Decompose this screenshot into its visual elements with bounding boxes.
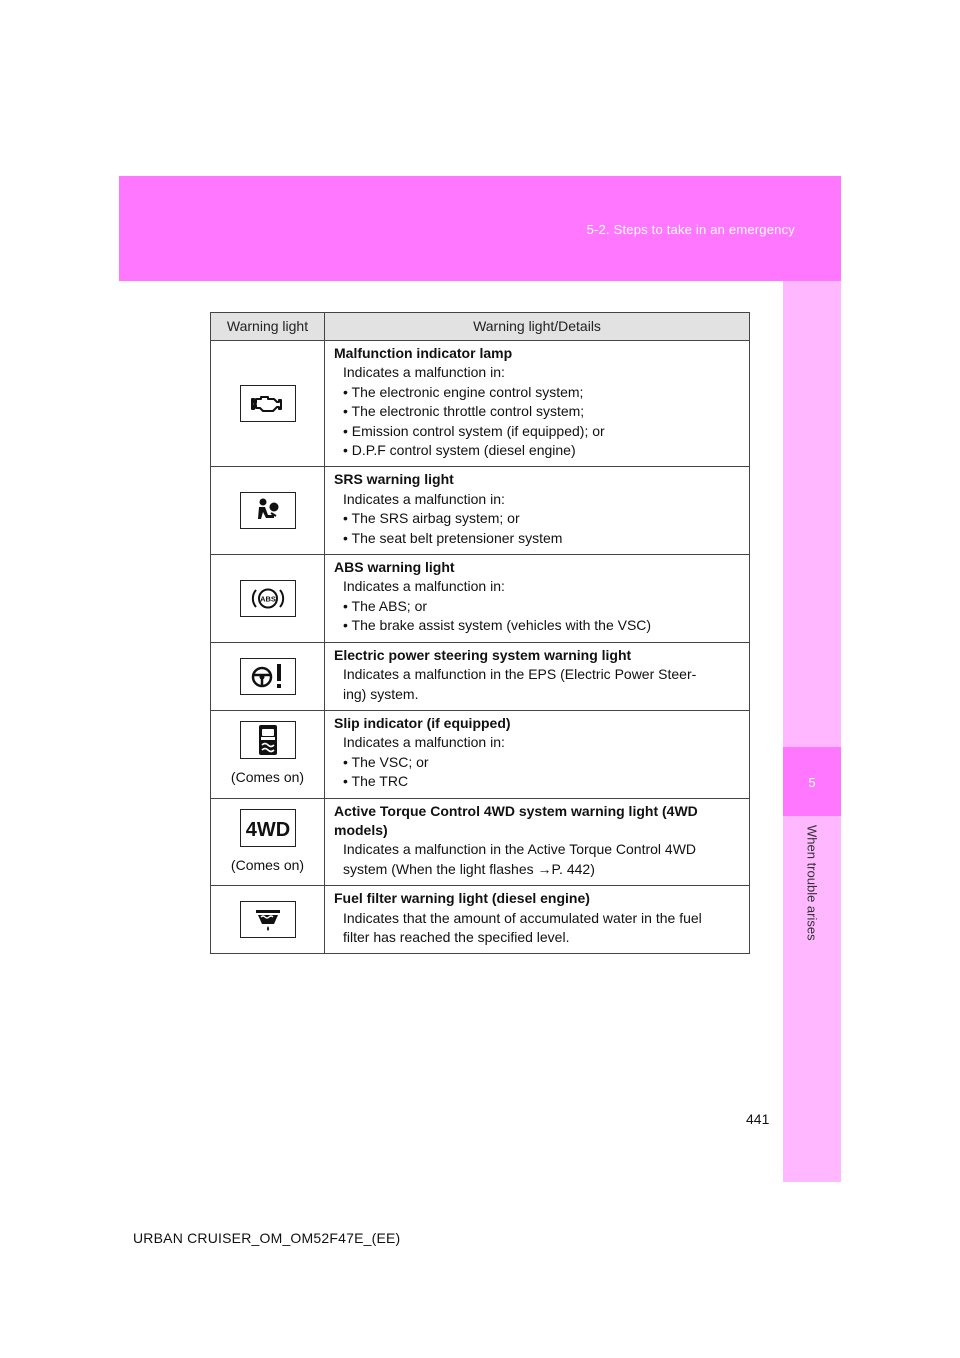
detail-line: Indicates a malfunction in:	[343, 578, 505, 595]
warning-details	[325, 886, 750, 954]
warning-details	[325, 642, 750, 710]
warning-title: Active Torque Control 4WD system warning light (4WD models)	[334, 802, 698, 838]
detail-line: • The SRS airbag system; or	[343, 510, 520, 527]
warning-icon-cell	[211, 341, 325, 467]
warning-details	[325, 467, 750, 555]
detail-line: • The ABS; or	[343, 597, 428, 614]
table-row	[211, 341, 750, 467]
detail-line: Indicates a malfunction in the Active Torque Control 4WD	[343, 841, 697, 858]
detail-line: filter has reached the specified level.	[343, 928, 570, 945]
warning-details	[325, 710, 750, 798]
warning-title: Fuel filter warning light (diesel engine)	[334, 890, 590, 907]
warning-icon-cell	[211, 467, 325, 555]
detail-line: • Emission control system (if equipped); or	[343, 422, 605, 439]
detail-line: Indicates a malfunction in:	[343, 364, 505, 381]
detail-line: ing) system.	[343, 685, 419, 702]
detail-line: system (When the light flashes →P. 442)	[343, 860, 595, 877]
warning-icon-cell	[211, 886, 325, 954]
table-row	[211, 886, 750, 954]
side-tab	[783, 281, 841, 1182]
warning-light-table	[210, 312, 750, 954]
srs-airbag-icon	[240, 492, 296, 529]
chapter-number-box	[783, 747, 841, 816]
chapter-title: When trouble arises	[804, 825, 820, 941]
4wd-icon-label: 4WD	[245, 818, 290, 841]
comes-on-note: (Comes on)	[230, 769, 305, 786]
table-header-row	[211, 313, 750, 341]
comes-on-note: (Comes on)	[230, 856, 305, 873]
warning-details	[325, 798, 750, 886]
svg-text:ABS: ABS	[259, 594, 276, 604]
section-title: 5-2. Steps to take in an emergency	[586, 222, 795, 237]
table-row	[211, 710, 750, 798]
detail-line: Indicates a malfunction in:	[343, 734, 505, 751]
detail-line: • The brake assist system (vehicles with the VSC)	[343, 617, 652, 634]
table-row	[211, 555, 750, 643]
page-number: 441	[746, 1111, 770, 1127]
fuel-filter-icon	[240, 901, 296, 938]
4wd-icon	[240, 809, 296, 847]
warning-title: Electric power steering system warning light	[334, 646, 632, 663]
detail-line: Indicates a malfunction in:	[343, 490, 505, 507]
power-steering-icon	[240, 658, 296, 695]
chapter-number: 5	[808, 775, 816, 790]
slip-indicator-icon	[240, 721, 296, 759]
warning-icon-cell	[211, 642, 325, 710]
warning-title: SRS warning light	[334, 471, 454, 488]
footer-code: URBAN CRUISER_OM_OM52F47E_(EE)	[133, 1230, 401, 1246]
warning-details	[325, 341, 750, 467]
warning-title: Malfunction indicator lamp	[334, 345, 513, 361]
table-row	[211, 798, 750, 886]
abs-icon	[240, 580, 296, 617]
detail-line: Indicates a malfunction in the EPS (Electric Power Steer-	[343, 666, 697, 683]
detail-line: • D.P.F control system (diesel engine)	[343, 442, 576, 459]
warning-icon-cell	[211, 798, 325, 886]
detail-line: • The electronic engine control system;	[343, 383, 584, 400]
detail-line: • The seat belt pretensioner system	[343, 529, 563, 546]
warning-icon-cell	[211, 710, 325, 798]
warning-title: ABS warning light	[334, 559, 455, 576]
warning-title: Slip indicator (if equipped)	[334, 714, 511, 731]
detail-line: • The TRC	[343, 773, 409, 790]
detail-line: • The VSC; or	[343, 753, 429, 770]
detail-line: • The electronic throttle control system;	[343, 403, 585, 420]
detail-line: Indicates that the amount of accumulated water in the fuel	[343, 909, 702, 926]
engine-icon	[240, 385, 296, 422]
header-band	[119, 176, 841, 281]
column-header-details: Warning light/Details	[325, 313, 750, 341]
warning-icon-cell	[211, 555, 325, 643]
warning-details	[325, 555, 750, 643]
column-header-warning-light: Warning light	[211, 313, 325, 341]
table-row	[211, 642, 750, 710]
table-row	[211, 467, 750, 555]
